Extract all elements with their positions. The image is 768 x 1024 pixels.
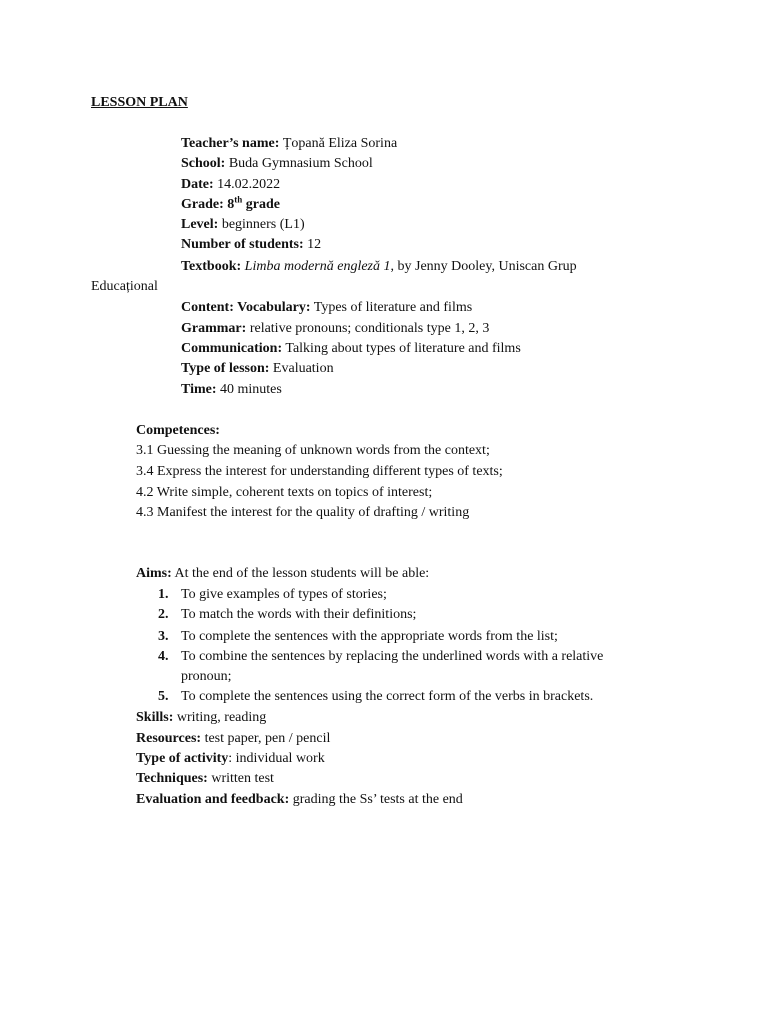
aim-number: 5. <box>158 689 169 704</box>
page-title: LESSON PLAN <box>91 95 188 110</box>
aim-item <box>158 628 169 646</box>
aims-label: Aims: <box>136 566 172 581</box>
aim-text: To match the words with their definitions; <box>181 607 417 622</box>
time-value: 40 minutes <box>216 382 282 397</box>
grade-suffix: grade <box>242 197 280 212</box>
textbook-wrap: Educațional <box>91 279 158 294</box>
grade-label: Grade: 8 <box>181 197 235 212</box>
techniques-value: written test <box>207 771 274 786</box>
textbook-title: Limba modernă engleză 1 <box>241 259 391 274</box>
date-row <box>181 176 280 194</box>
communication-label: Communication: <box>181 341 283 356</box>
content-label: Content: Vocabulary: <box>181 300 311 315</box>
aim-text: To give examples of types of stories; <box>181 587 387 602</box>
teacher-label: Teacher’s name: <box>181 136 280 151</box>
grammar-label: Grammar: <box>181 321 247 336</box>
evaluation-label: Evaluation and feedback: <box>136 792 290 807</box>
evaluation-row <box>136 791 463 809</box>
students-value: 12 <box>303 237 322 252</box>
school-value: Buda Gymnasium School <box>225 156 373 171</box>
resources-row <box>136 730 330 748</box>
activity-value: : individual work <box>228 751 325 766</box>
grade-row <box>181 196 280 214</box>
skills-row <box>136 709 266 727</box>
textbook-rest: , by Jenny Dooley, Uniscan Grup <box>390 259 577 274</box>
level-row <box>181 216 305 234</box>
techniques-label: Techniques: <box>136 771 208 786</box>
aim-text: To combine the sentences by replacing the underlined words with a relative <box>181 649 604 664</box>
resources-value: test paper, pen / pencil <box>201 731 331 746</box>
techniques-row <box>136 770 274 788</box>
content-row <box>181 299 472 317</box>
level-value: beginners (L1) <box>218 217 305 232</box>
time-label: Time: <box>181 382 217 397</box>
content-value: Types of literature and films <box>310 300 473 315</box>
lesson-type-value: Evaluation <box>269 361 334 376</box>
activity-row <box>136 750 325 768</box>
date-value: 14.02.2022 <box>213 177 281 192</box>
lesson-type-label: Type of lesson: <box>181 361 270 376</box>
aim-number: 3. <box>158 629 169 644</box>
competence-item: 3.4 Express the interest for understanding different types of texts; <box>136 464 503 479</box>
competence-item: 3.1 Guessing the meaning of unknown words from the context; <box>136 443 490 458</box>
students-row <box>181 236 321 254</box>
grammar-row <box>181 320 489 338</box>
textbook-label: Textbook: <box>181 259 242 274</box>
evaluation-value: grading the Ss’ tests at the end <box>289 792 463 807</box>
teacher-name-row <box>181 135 397 153</box>
competence-item: 4.2 Write simple, coherent texts on topics of interest; <box>136 485 433 500</box>
skills-label: Skills: <box>136 710 174 725</box>
school-row <box>181 155 373 173</box>
communication-row <box>181 340 521 358</box>
date-label: Date: <box>181 177 214 192</box>
aim-number: 2. <box>158 607 169 622</box>
time-row <box>181 381 282 399</box>
aim-text: To complete the sentences with the appropriate words from the list; <box>181 629 558 644</box>
aim-text: To complete the sentences using the correct form of the verbs in brackets. <box>181 689 594 704</box>
grade-superscript: th <box>234 194 243 205</box>
aim-text-wrap: pronoun; <box>181 669 232 684</box>
lesson-type-row <box>181 360 334 378</box>
competence-item: 4.3 Manifest the interest for the quality of drafting / writing <box>136 505 470 520</box>
aim-number: 4. <box>158 649 169 664</box>
students-label: Number of students: <box>181 237 304 252</box>
aims-intro: At the end of the lesson students will be able: <box>171 566 430 581</box>
communication-value: Talking about types of literature and films <box>282 341 521 356</box>
textbook-row <box>181 258 577 276</box>
resources-label: Resources: <box>136 731 202 746</box>
aim-item <box>158 648 169 666</box>
aim-number: 1. <box>158 587 169 602</box>
teacher-value: Țopană Eliza Sorina <box>279 136 398 151</box>
aim-item <box>158 586 169 604</box>
grammar-value: relative pronouns; conditionals type 1, 2, 3 <box>246 321 490 336</box>
skills-value: writing, reading <box>173 710 267 725</box>
aim-item <box>158 688 169 706</box>
activity-label: Type of activity <box>136 751 229 766</box>
level-label: Level: <box>181 217 219 232</box>
aim-item <box>158 606 169 624</box>
aims-row <box>136 565 429 583</box>
school-label: School: <box>181 156 226 171</box>
competences-heading: Competences: <box>136 423 220 438</box>
